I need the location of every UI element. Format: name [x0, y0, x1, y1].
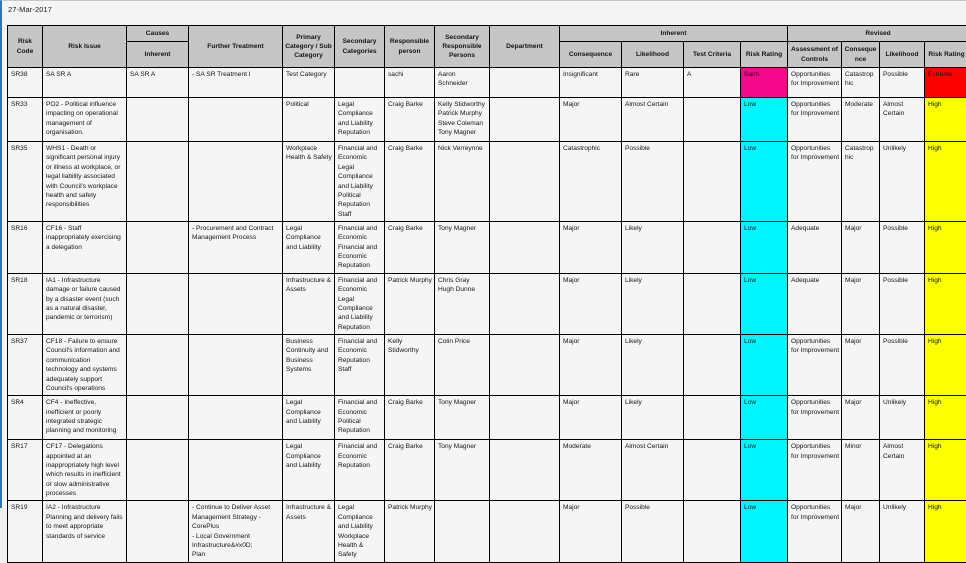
cell-inherent-likelihood: Likely	[622, 221, 684, 273]
cell-secondary-categories: Legal Compliance and Liability Workplace Health & Safety	[335, 501, 385, 562]
cell-risk-issue: IA1 - Infrastructure damage or failure caused by a disaster event (such as a natural disaster, pandemic or terrorism)	[43, 273, 127, 334]
table-row[interactable]	[8, 501, 966, 562]
table-row[interactable]	[8, 68, 966, 98]
cell-secondary-categories: Legal Compliance and Liability Reputation	[335, 98, 385, 142]
col-risk-code[interactable]: Risk Code	[8, 26, 43, 68]
cell-responsible-person: Patrick Murphy	[385, 501, 435, 562]
header-group-row	[8, 26, 966, 42]
cell-responsible-person: Craig Barke	[385, 98, 435, 142]
cell-revised-likelihood: Almost Certain	[880, 440, 925, 501]
cell-revised-risk-rating: High	[925, 396, 966, 440]
cell-inherent-risk-rating: Low	[741, 273, 788, 334]
cell-inherent-likelihood: Possible	[622, 142, 684, 222]
cell-secondary-responsible-persons: Aaron Schneider	[435, 68, 490, 98]
cell-assessment-of-controls: Opportunities for Improvement	[788, 98, 842, 142]
cell-assessment-of-controls: Adequate	[788, 221, 842, 273]
report-date: 27-Mar-2017	[8, 5, 52, 14]
cell-further-treatment	[189, 396, 283, 440]
col-group-inherent: Inherent	[560, 26, 788, 42]
cell-inherent-likelihood: Almost Certain	[622, 440, 684, 501]
cell-inherent-risk-rating: Low	[741, 501, 788, 562]
cell-risk-issue: SA SR A	[43, 68, 127, 98]
col-inherent-consequence[interactable]: Consequence	[560, 42, 622, 68]
cell-inherent-consequence: Major	[560, 501, 622, 562]
table-row[interactable]	[8, 221, 966, 273]
cell-revised-risk-rating: High	[925, 273, 966, 334]
col-revised-consequence[interactable]: Consequence	[842, 42, 880, 68]
cell-assessment-of-controls: Opportunities for Improvement	[788, 501, 842, 562]
cell-risk-code: SR4	[8, 396, 43, 440]
cell-risk-issue: CF16 - Staff inappropriately exercising a delegation	[43, 221, 127, 273]
cell-secondary-responsible-persons: Tony Magner	[435, 440, 490, 501]
cell-inherent-risk-rating: Low	[741, 335, 788, 396]
cell-revised-likelihood: Possible	[880, 273, 925, 334]
cell-responsible-person: Craig Barke	[385, 440, 435, 501]
cell-further-treatment	[189, 273, 283, 334]
cell-risk-code: SR35	[8, 142, 43, 222]
cell-department	[490, 68, 560, 98]
cell-department	[490, 98, 560, 142]
cell-revised-consequence: Major	[842, 273, 880, 334]
cell-risk-code: SR18	[8, 273, 43, 334]
cell-inherent-cause	[127, 501, 189, 562]
cell-risk-code: SR17	[8, 440, 43, 501]
cell-inherent-cause: SA SR A	[127, 68, 189, 98]
cell-department	[490, 273, 560, 334]
cell-inherent-cause	[127, 396, 189, 440]
cell-inherent-test-criteria	[684, 396, 741, 440]
cell-secondary-responsible-persons: Colin Price	[435, 335, 490, 396]
cell-risk-issue: CF17 - Delegations appointed at an inappropriately high level which results in inefficient or slow administrative processes	[43, 440, 127, 501]
cell-revised-likelihood: Unlikely	[880, 396, 925, 440]
cell-further-treatment	[189, 335, 283, 396]
cell-department	[490, 501, 560, 562]
cell-responsible-person: Patrick Murphy	[385, 273, 435, 334]
cell-inherent-cause	[127, 273, 189, 334]
cell-revised-consequence: Major	[842, 335, 880, 396]
cell-inherent-likelihood: Almost Certain	[622, 98, 684, 142]
cell-revised-consequence: Major	[842, 396, 880, 440]
cell-secondary-responsible-persons: Tony Magner	[435, 396, 490, 440]
cell-revised-risk-rating: High	[925, 142, 966, 222]
cell-primary-category: Legal Compliance and Liability	[283, 221, 335, 273]
cell-department	[490, 221, 560, 273]
col-responsible-person[interactable]: Responsible person	[385, 26, 435, 68]
table-row[interactable]	[8, 273, 966, 334]
cell-risk-code: SR19	[8, 501, 43, 562]
table-header	[8, 26, 966, 68]
cell-inherent-risk-rating: Low	[741, 221, 788, 273]
cell-assessment-of-controls: Opportunities for Improvement	[788, 68, 842, 98]
cell-inherent-likelihood: Rare	[622, 68, 684, 98]
cell-secondary-categories: Financial and Economic Political Reputation	[335, 396, 385, 440]
cell-revised-likelihood: Unlikely	[880, 501, 925, 562]
col-group-causes: Causes	[127, 26, 189, 42]
cell-further-treatment: - SA SR Treatment I	[189, 68, 283, 98]
col-secondary-categories[interactable]: Secondary Categories	[335, 26, 385, 68]
cell-secondary-categories	[335, 68, 385, 98]
cell-primary-category: Workplace Health & Safety	[283, 142, 335, 222]
table-row[interactable]	[8, 396, 966, 440]
cell-risk-issue: PO2 - Political influence impacting on operational management of organisation.	[43, 98, 127, 142]
cell-inherent-risk-rating: Low	[741, 440, 788, 501]
col-assessment-of-controls[interactable]: Assessment of Controls	[788, 42, 842, 68]
col-inherent-likelihood[interactable]: Likelihood	[622, 42, 684, 68]
cell-assessment-of-controls: Opportunities for Improvement	[788, 335, 842, 396]
col-primary-category[interactable]: Primary Category / Sub Category	[283, 26, 335, 68]
col-further-treatment[interactable]: Further Treatment	[189, 26, 283, 68]
cell-inherent-likelihood: Likely	[622, 273, 684, 334]
cell-secondary-categories: Financial and Economic Legal Compliance and Liability Political Reputation Staff	[335, 142, 385, 222]
cell-responsible-person: Craig Barke	[385, 221, 435, 273]
cell-inherent-risk-rating: Low	[741, 98, 788, 142]
cell-revised-likelihood: Almost Certain	[880, 98, 925, 142]
col-department[interactable]: Department	[490, 26, 560, 68]
cell-inherent-cause	[127, 440, 189, 501]
cell-risk-issue: WHS1 - Death or significant personal injury or illness at workplace, or legal liability associated with Council's workplace health and safety responsibilities	[43, 142, 127, 222]
cell-secondary-responsible-persons: Kelly Stidworthy Patrick Murphy Steve Coleman Tony Magner	[435, 98, 490, 142]
cell-further-treatment	[189, 98, 283, 142]
cell-revised-risk-rating: High	[925, 98, 966, 142]
cell-inherent-cause	[127, 142, 189, 222]
cell-inherent-test-criteria: A	[684, 68, 741, 98]
cell-inherent-test-criteria	[684, 273, 741, 334]
col-inherent-test-criteria[interactable]: Test Criteria	[684, 42, 741, 68]
cell-department	[490, 335, 560, 396]
cell-inherent-test-criteria	[684, 142, 741, 222]
cell-secondary-categories: Financial and Economic Legal Compliance and Liability Reputation	[335, 273, 385, 334]
table-row[interactable]	[8, 440, 966, 501]
cell-responsible-person: Craig Barke	[385, 396, 435, 440]
cell-revised-likelihood: Possible	[880, 335, 925, 396]
cell-assessment-of-controls: Adequate	[788, 273, 842, 334]
cell-risk-code: SR33	[8, 98, 43, 142]
cell-inherent-cause	[127, 98, 189, 142]
cell-revised-consequence: Catastrophic	[842, 68, 880, 98]
cell-assessment-of-controls: Opportunities for Improvement	[788, 396, 842, 440]
table-body	[8, 68, 966, 563]
cell-risk-issue: CF18 - Failure to ensure Council's information and communication technology and systems adequately support Council's operations	[43, 335, 127, 396]
cell-inherent-consequence: Moderate	[560, 440, 622, 501]
cell-revised-likelihood: Possible	[880, 68, 925, 98]
cell-secondary-categories: Financial and Economic Reputation	[335, 440, 385, 501]
cell-inherent-consequence: Major	[560, 98, 622, 142]
cell-secondary-responsible-persons: Chris Gray Hugh Dunne	[435, 273, 490, 334]
cell-further-treatment	[189, 142, 283, 222]
col-revised-likelihood[interactable]: Likelihood	[880, 42, 925, 68]
cell-inherent-risk-rating: Low	[741, 396, 788, 440]
cell-further-treatment: - Continue to Deliver Asset Management Strategy - CorePlus - Local Government Infrastructure&#x0D; Plan	[189, 501, 283, 562]
cell-further-treatment	[189, 440, 283, 501]
table-row[interactable]	[8, 98, 966, 142]
cell-primary-category: Infrastructure & Assets	[283, 273, 335, 334]
cell-inherent-likelihood: Possible	[622, 501, 684, 562]
cell-inherent-consequence: Major	[560, 335, 622, 396]
cell-secondary-categories: Financial and Economic Financial and Economic Reputation	[335, 221, 385, 273]
cell-inherent-test-criteria	[684, 501, 741, 562]
cell-responsible-person: Kelly Stidworthy	[385, 335, 435, 396]
col-group-revised: Revised	[788, 26, 966, 42]
col-risk-issue[interactable]: Risk Issue	[43, 26, 127, 68]
cell-inherent-likelihood: Likely	[622, 335, 684, 396]
cell-inherent-likelihood: Likely	[622, 396, 684, 440]
risk-register-table-wrapper	[7, 25, 965, 505]
cell-responsible-person: sachi	[385, 68, 435, 98]
col-inherent-risk-rating[interactable]: Risk Rating	[741, 42, 788, 68]
cell-inherent-consequence: Major	[560, 273, 622, 334]
cell-responsible-person: Craig Barke	[385, 142, 435, 222]
cell-primary-category: Business Continuity and Business Systems	[283, 335, 335, 396]
cell-assessment-of-controls: Opportunities for Improvement	[788, 440, 842, 501]
col-inherent-cause[interactable]: Inherent	[127, 42, 189, 68]
cell-inherent-test-criteria	[684, 98, 741, 142]
cell-revised-risk-rating: High	[925, 335, 966, 396]
cell-department	[490, 142, 560, 222]
cell-primary-category: Political	[283, 98, 335, 142]
cell-inherent-consequence: Major	[560, 221, 622, 273]
cell-revised-consequence: Major	[842, 221, 880, 273]
cell-secondary-responsible-persons	[435, 501, 490, 562]
col-revised-risk-rating[interactable]: Risk Rating	[925, 42, 966, 68]
cell-revised-consequence: Major	[842, 501, 880, 562]
cell-primary-category: Legal Compliance and Liability	[283, 396, 335, 440]
cell-inherent-risk-rating: Sach	[741, 68, 788, 98]
cell-risk-issue: CF4 - Ineffective, inefficient or poorly integrated strategic planning and monitoring	[43, 396, 127, 440]
cell-primary-category: Legal Compliance and Liability	[283, 440, 335, 501]
cell-revised-consequence: Catastrophic	[842, 142, 880, 222]
cell-risk-issue: IA2 - Infrastructure Planning and delivery fails to meet appropriate standards of service	[43, 501, 127, 562]
cell-revised-risk-rating: High	[925, 501, 966, 562]
cell-inherent-risk-rating: Low	[741, 142, 788, 222]
cell-inherent-consequence: Catastrophic	[560, 142, 622, 222]
cell-further-treatment: - Procurement and Contract Management Process	[189, 221, 283, 273]
table-row[interactable]	[8, 335, 966, 396]
cell-inherent-test-criteria	[684, 335, 741, 396]
cell-department	[490, 396, 560, 440]
cell-revised-risk-rating: High	[925, 221, 966, 273]
cell-inherent-cause	[127, 221, 189, 273]
col-secondary-responsible-persons[interactable]: Secondary Responsible Persons	[435, 26, 490, 68]
cell-inherent-consequence: Major	[560, 396, 622, 440]
cell-revised-likelihood: Unlikely	[880, 142, 925, 222]
cell-revised-likelihood: Possible	[880, 221, 925, 273]
cell-revised-risk-rating: High	[925, 440, 966, 501]
cell-secondary-categories: Financial and Economic Reputation Staff	[335, 335, 385, 396]
cell-risk-code: SR16	[8, 221, 43, 273]
cell-assessment-of-controls: Opportunities for Improvement	[788, 142, 842, 222]
cell-revised-consequence: Moderate	[842, 98, 880, 142]
cell-inherent-consequence: Insignificant	[560, 68, 622, 98]
cell-inherent-test-criteria	[684, 440, 741, 501]
cell-revised-consequence: Minor	[842, 440, 880, 501]
risk-register-table	[7, 25, 966, 563]
cell-primary-category: Test Category	[283, 68, 335, 98]
cell-inherent-cause	[127, 335, 189, 396]
cell-secondary-responsible-persons: Nick Verreynne	[435, 142, 490, 222]
cell-risk-code: SR37	[8, 335, 43, 396]
cell-risk-code: SR38	[8, 68, 43, 98]
cell-primary-category: Infrastructure & Assets	[283, 501, 335, 562]
cell-department	[490, 440, 560, 501]
table-row[interactable]	[8, 142, 966, 222]
cell-inherent-test-criteria	[684, 221, 741, 273]
cell-revised-risk-rating: Extreme	[925, 68, 966, 98]
cell-secondary-responsible-persons: Tony Magner	[435, 221, 490, 273]
